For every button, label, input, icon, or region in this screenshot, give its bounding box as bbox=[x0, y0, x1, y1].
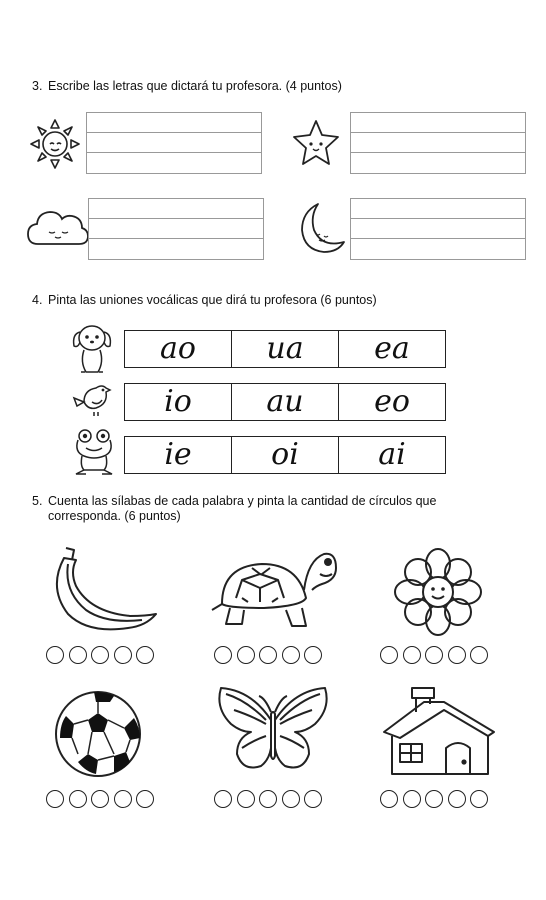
syllable-circle[interactable] bbox=[114, 646, 132, 664]
vowel-cell[interactable]: ea bbox=[374, 331, 410, 366]
vowel-cell[interactable]: io bbox=[125, 384, 232, 420]
frog-icon bbox=[70, 428, 118, 478]
bird-icon bbox=[72, 382, 116, 418]
vowel-cell[interactable]: au bbox=[232, 384, 339, 420]
vowel-cell[interactable]: oi bbox=[232, 437, 339, 473]
syllable-circle[interactable] bbox=[91, 646, 109, 664]
turtle-icon bbox=[208, 548, 338, 634]
syllable-circle[interactable] bbox=[403, 790, 421, 808]
syllable-circle[interactable] bbox=[470, 646, 488, 664]
flower-icon bbox=[394, 548, 482, 636]
syllable-circle[interactable] bbox=[259, 646, 277, 664]
question-text: Pinta las uniones vocálicas que dirá tu profesora (6 puntos) bbox=[48, 293, 377, 307]
syllable-circles bbox=[214, 790, 322, 808]
question-5 bbox=[32, 494, 488, 524]
vowel-cell[interactable]: ai bbox=[378, 437, 406, 472]
syllable-circles bbox=[46, 790, 154, 808]
writing-lines[interactable] bbox=[350, 112, 526, 174]
syllable-circles bbox=[380, 646, 488, 664]
question-4 bbox=[32, 293, 377, 308]
syllable-circles bbox=[46, 646, 154, 664]
writing-lines[interactable] bbox=[88, 198, 264, 260]
vowel-row-1 bbox=[124, 330, 446, 368]
sun-icon bbox=[26, 116, 84, 172]
question-number: 5. bbox=[32, 494, 43, 508]
syllable-circle[interactable] bbox=[403, 646, 421, 664]
syllable-circle[interactable] bbox=[69, 646, 87, 664]
vowel-cell[interactable]: eo bbox=[374, 384, 410, 419]
syllable-circle[interactable] bbox=[214, 646, 232, 664]
question-3 bbox=[32, 79, 342, 94]
syllable-circle[interactable] bbox=[380, 790, 398, 808]
syllable-circle[interactable] bbox=[237, 790, 255, 808]
star-icon bbox=[288, 118, 344, 170]
syllable-circle[interactable] bbox=[304, 790, 322, 808]
syllable-circle[interactable] bbox=[214, 790, 232, 808]
question-number: 4. bbox=[32, 293, 43, 307]
banana-icon bbox=[48, 544, 160, 634]
cloud-icon bbox=[26, 206, 88, 250]
syllable-circle[interactable] bbox=[136, 790, 154, 808]
syllable-circle[interactable] bbox=[237, 646, 255, 664]
vowel-cell[interactable]: ua bbox=[232, 331, 339, 367]
syllable-circle[interactable] bbox=[448, 790, 466, 808]
syllable-circles bbox=[214, 646, 322, 664]
syllable-circle[interactable] bbox=[46, 646, 64, 664]
soccer-ball-icon bbox=[54, 690, 142, 778]
syllable-circle[interactable] bbox=[46, 790, 64, 808]
moon-icon bbox=[294, 200, 346, 256]
house-icon bbox=[382, 686, 500, 778]
syllable-circle[interactable] bbox=[304, 646, 322, 664]
syllable-circle[interactable] bbox=[282, 646, 300, 664]
vowel-row-2 bbox=[124, 383, 446, 421]
butterfly-icon bbox=[214, 686, 332, 778]
question-text: Escribe las letras que dictará tu profesora. (4 puntos) bbox=[48, 79, 342, 93]
writing-lines[interactable] bbox=[350, 198, 526, 260]
syllable-circle[interactable] bbox=[136, 646, 154, 664]
question-number: 3. bbox=[32, 79, 43, 93]
syllable-circle[interactable] bbox=[425, 646, 443, 664]
syllable-circle[interactable] bbox=[69, 790, 87, 808]
syllable-circle[interactable] bbox=[448, 646, 466, 664]
writing-lines[interactable] bbox=[86, 112, 262, 174]
syllable-circle[interactable] bbox=[282, 790, 300, 808]
vowel-row-3 bbox=[124, 436, 446, 474]
vowel-cell[interactable]: ie bbox=[125, 437, 232, 473]
syllable-circle[interactable] bbox=[425, 790, 443, 808]
vowel-cell[interactable]: ao bbox=[125, 331, 232, 367]
syllable-circle[interactable] bbox=[380, 646, 398, 664]
puppy-icon bbox=[70, 320, 116, 378]
syllable-circles bbox=[380, 790, 488, 808]
question-text-line2: corresponda. (6 puntos) bbox=[48, 509, 181, 523]
syllable-circle[interactable] bbox=[91, 790, 109, 808]
syllable-circle[interactable] bbox=[470, 790, 488, 808]
syllable-circle[interactable] bbox=[114, 790, 132, 808]
question-text-line1: Cuenta las sílabas de cada palabra y pinta la cantidad de círculos que bbox=[48, 494, 437, 508]
syllable-circle[interactable] bbox=[259, 790, 277, 808]
